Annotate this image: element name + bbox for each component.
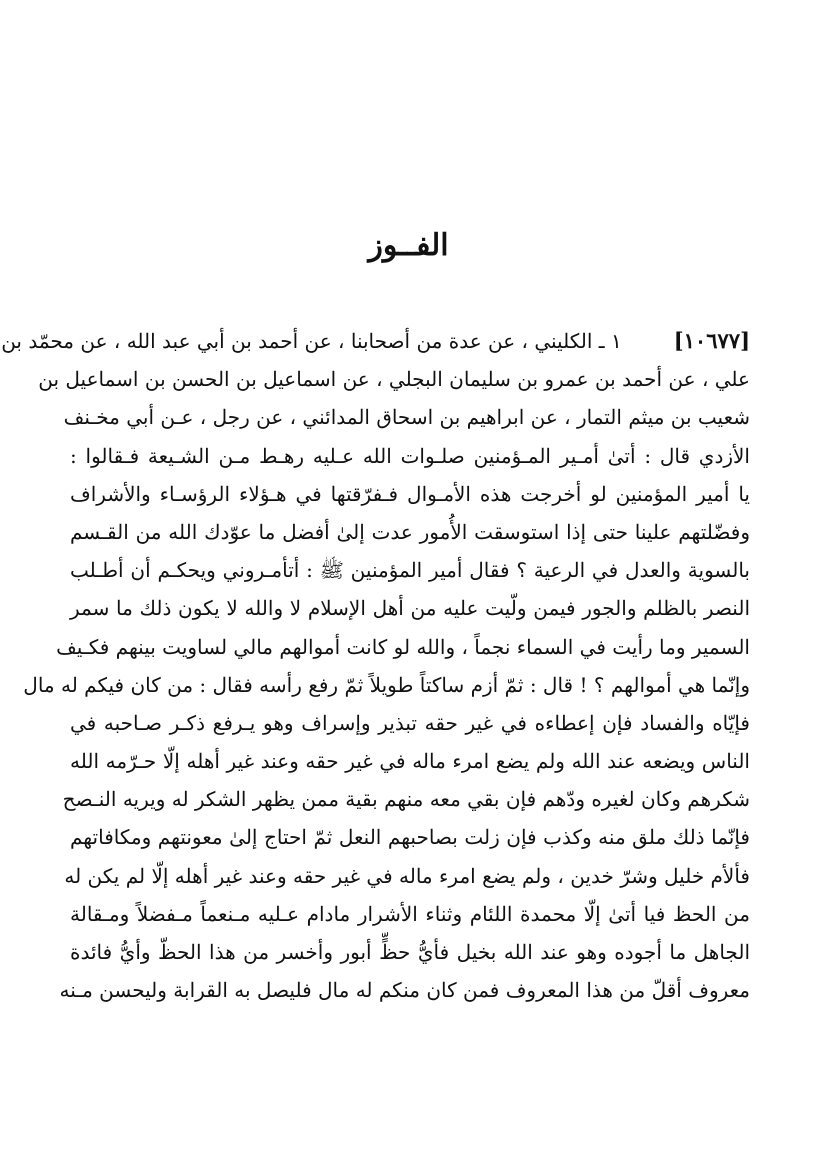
hadith-text bbox=[1, 322, 750, 1009]
text-line-15: فألأم خليل وشرّ خدين ، ولم يضع امرء ماله في غير حقه وعند غير أهله إلّا لم يكن له bbox=[64, 863, 750, 888]
text-line-5: يا أمير المؤمنين لو أخرجت هذه الأمـوال فـفرّقتها في هـؤلاء الرؤسـاء والأشراف bbox=[70, 481, 750, 506]
text-line-1 bbox=[1, 322, 750, 360]
text-line-2: علي ، عن أحمد بن عمرو بن سليمان البجلي ، عن اسماعيل بن الحسن بن اسماعيل بن bbox=[38, 367, 750, 392]
text-line-11: فإيّاه والفساد فإن إعطاءه في غير حقه تبذير وإسراف وهو يـرفع ذكـر صـاحبه في bbox=[70, 710, 750, 735]
text-line-17: الجاهل ما أجوده وهو عند الله بخيل فأيُّ حظٍّ أبور وأخسر من هذا الحظّ وأيُّ فائدة bbox=[70, 940, 750, 964]
text-line-14: فإنّما ذلك ملق منه وكذب فإن زلت بصاحبهم النعل ثمّ احتاج إلىٰ معونتهم ومكافاتهم bbox=[70, 825, 750, 850]
page-title: الفــوز bbox=[368, 228, 449, 263]
text-line-3: شعيب بن ميثم التمار ، عن ابراهيم بن اسحاق المدائني ، عن رجل ، عـن أبي مخـنف bbox=[63, 405, 750, 430]
text-line-16: من الحظ فيا أتىٰ إلّا محمدة اللئام وثناء الأشرار مادام عـليه مـنعماً مـفضلاً ومـقالة bbox=[70, 901, 750, 926]
hadith-number: [١٠٦٧٧] bbox=[673, 328, 750, 353]
text-line-6: وفضّلتهم علينا حتى إذا استوسقت الأُمور عدت إلىٰ أفضل ما عوّدك الله من القـسم bbox=[70, 519, 750, 544]
text-line-4: الأزدي قال : أتىٰ أمـير المـؤمنين صلـوات الله عـليه رهـط مـن الشـيعة فـقالوا : bbox=[70, 443, 750, 468]
text-line-9: السمير وما رأيت في السماء نجماً ، والله لو كانت أموالهم مالي لساويت بينهم فكـيف bbox=[56, 634, 750, 659]
first-line-text: ١ ـ الكليني ، عن عدة من أصحابنا ، عن أحمد بن أبي عبد الله ، عن محمّد بن bbox=[1, 329, 622, 353]
text-line-7: بالسوية والعدل في الرعية ؟ فقال أمير المؤمنين ﷺ : أتأمـروني ويحكـم أن أطـلب bbox=[70, 558, 750, 583]
text-line-10: وإنّما هي أموالهم ؟ ! قال : ثمّ أزم ساكتاً طويلاً ثمّ رفع رأسه فقال : من كان فيكم له مال bbox=[23, 672, 750, 697]
text-line-13: شكرهم وكان لغيره ودّهم فإن بقي معه منهم بقية ممن يظهر الشكر له ويريه النـصح bbox=[62, 787, 750, 812]
text-line-12: الناس ويضعه عند الله ولم يضع امرء ماله في غير حقه وعند غير أهله إلّا حـرّمه الله bbox=[70, 749, 750, 774]
text-line-8: النصر بالظلم والجور فيمن ولّيت عليه من أهل الإسلام لا والله لا يكون ذلك ما سمر bbox=[70, 596, 750, 621]
text-line-18: معروف أقلّ من هذا المعروف فمن كان منكم له مال فليصل به القرابة وليحسن مـنه bbox=[59, 978, 750, 1003]
